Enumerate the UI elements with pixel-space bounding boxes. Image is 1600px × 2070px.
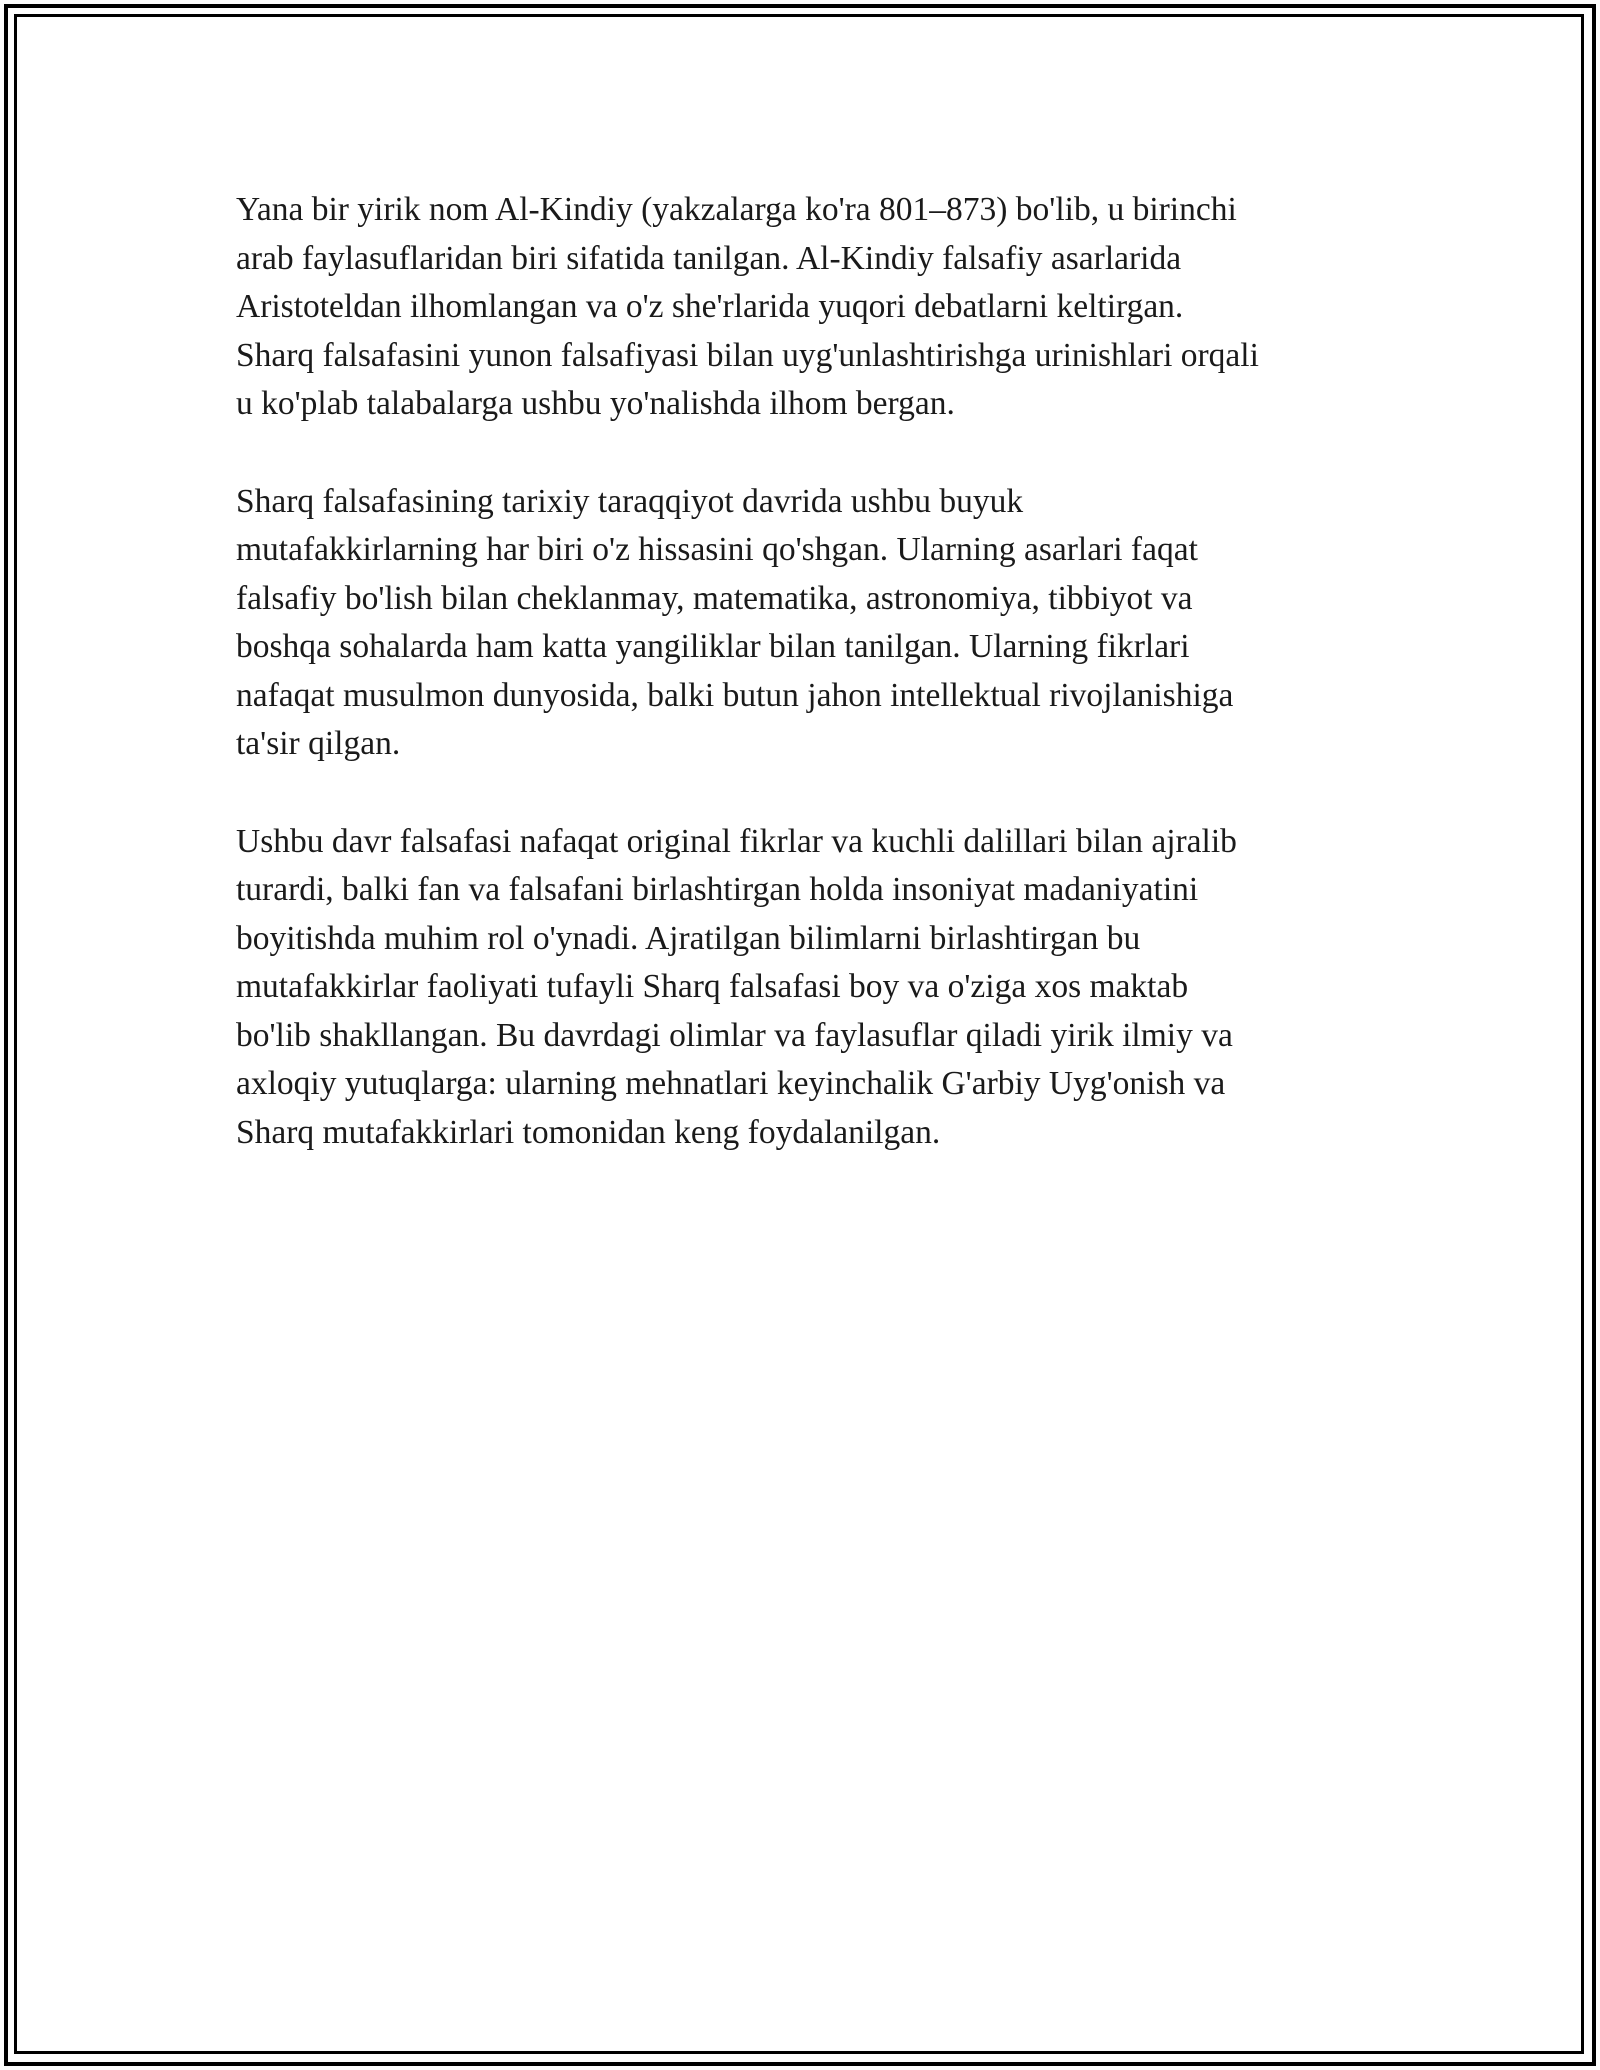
text-line: mutafakkirlarning har biri o'z hissasini qo'shgan. Ularning asarlari faqat — [236, 531, 1198, 568]
text-line: mutafakkirlar faoliyati tufayli Sharq falsafasi boy va o'ziga xos maktab — [236, 968, 1189, 1005]
text-line: Yana bir yirik nom Al-Kindiy (yakzalarga ko'ra 801–873) bo'lib, u birinchi — [236, 191, 1237, 228]
text-line: nafaqat musulmon dunyosida, balki butun jahon intellektual rivojlanishiga — [236, 676, 1234, 714]
text-line: axloqiy yutuqlarga: ularning mehnatlari keyinchalik G'arbiy Uyg'onish va — [236, 1065, 1226, 1102]
paragraph-3 — [236, 818, 1376, 1158]
document-body — [236, 186, 1376, 1206]
paragraph-2 — [236, 478, 1376, 769]
text-line: Aristoteldan ilhomlangan va o'z she'rlarida yuqori debatlarni keltirgan. — [236, 288, 1184, 325]
text-line: falsafiy bo'lish bilan cheklanmay, matematika, astronomiya, tibbiyot va — [236, 579, 1193, 617]
text-line: bo'lib shakllangan. Bu davrdagi olimlar va faylasuflar qiladi yirik ilmiy va — [236, 1016, 1233, 1054]
text-line: Ushbu davr falsafasi nafaqat original fikrlar va kuchli dalillari bilan ajralib — [236, 822, 1237, 860]
text-line: ta'sir qilgan. — [236, 725, 401, 762]
text-line: u ko'plab talabalarga ushbu yo'nalishda ilhom bergan. — [236, 385, 955, 422]
text-line: Sharq falsafasini yunon falsafiyasi bilan uyg'unlashtirishga urinishlari orqali — [236, 336, 1259, 374]
text-line: boshqa sohalarda ham katta yangiliklar bilan tanilgan. Ularning fikrlari — [236, 628, 1190, 665]
text-line: Sharq mutafakkirlari tomonidan keng foydalanilgan. — [236, 1113, 941, 1151]
paragraph-1 — [236, 186, 1376, 429]
text-line: turardi, balki fan va falsafani birlashtirgan holda insoniyat madaniyatini — [236, 871, 1199, 908]
text-line: arab faylasuflaridan biri sifatida tanilgan. Al-Kindiy falsafiy asarlarida — [236, 239, 1182, 277]
text-line: boyitishda muhim rol o'ynadi. Ajratilgan bilimlarni birlashtirgan bu — [236, 919, 1141, 957]
text-line: Sharq falsafasining tarixiy taraqqiyot davrida ushbu buyuk — [236, 482, 1024, 520]
